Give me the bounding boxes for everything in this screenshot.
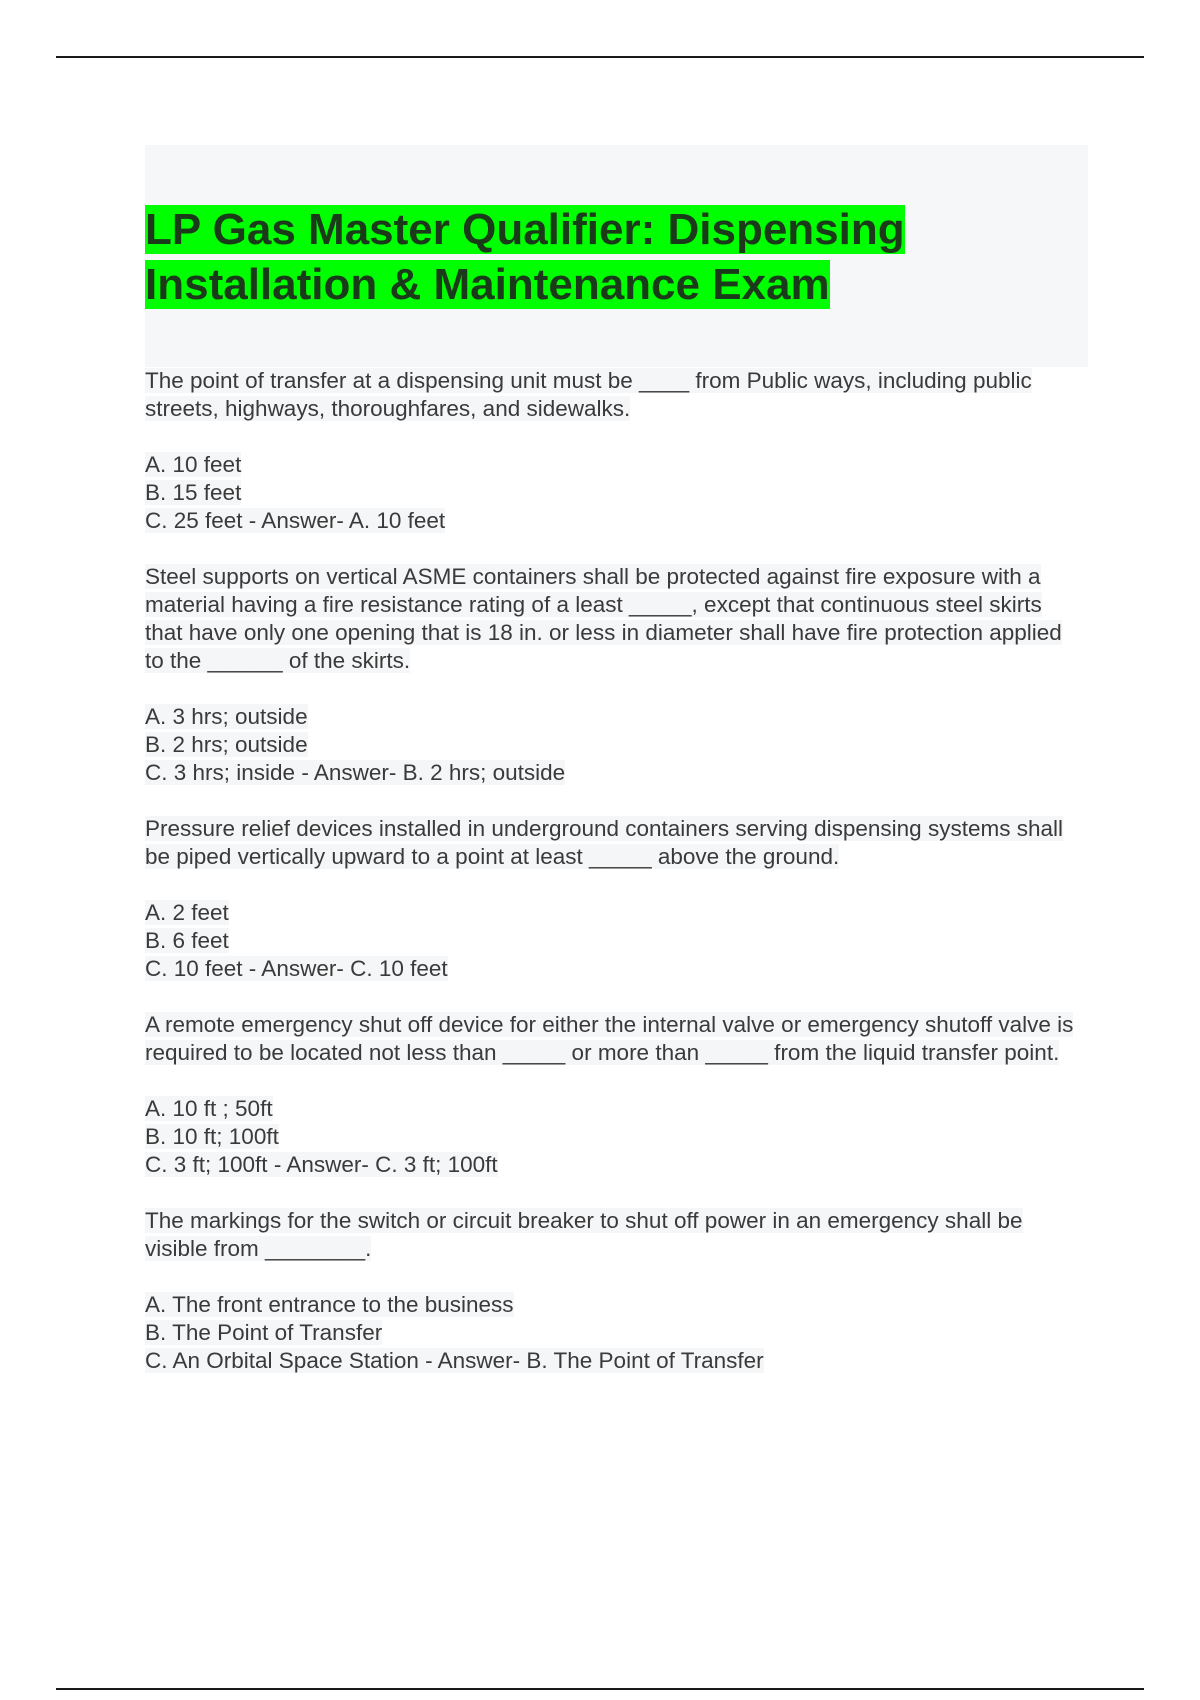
option-c-answer: C. An Orbital Space Station - Answer- B. The Point of Transfer — [145, 1348, 764, 1373]
option-b: B. The Point of Transfer — [145, 1320, 383, 1345]
option-c-answer: C. 25 feet - Answer- A. 10 feet — [145, 508, 446, 533]
question-text: Steel supports on vertical ASME containers shall be protected against fire exposure with a material having a fire resistance rating of a least _____, except that continuous steel skirts that have only one opening that is 18 in. or less in diameter shall have fire protection applied to the ______ of the skirts. — [145, 564, 1062, 673]
question-block-2 — [145, 563, 1085, 787]
option-a: A. 10 ft ; 50ft — [145, 1096, 273, 1121]
question-list — [145, 367, 1085, 1403]
top-rule — [56, 56, 1144, 58]
option-c-answer: C. 3 hrs; inside - Answer- B. 2 hrs; outside — [145, 760, 566, 785]
answer-options — [145, 451, 1085, 535]
question-text: A remote emergency shut off device for either the internal valve or emergency shutoff valve is required to be located not less than _____ or more than _____ from the liquid transfer point. — [145, 1012, 1074, 1065]
answer-options — [145, 899, 1085, 983]
option-b: B. 2 hrs; outside — [145, 732, 308, 757]
bottom-rule — [56, 1688, 1144, 1690]
option-a: A. 2 feet — [145, 900, 229, 925]
question-block-1 — [145, 367, 1085, 535]
question-text: Pressure relief devices installed in underground containers serving dispensing systems shall be piped vertically upward to a point at least _____ above the ground. — [145, 816, 1063, 869]
title-line-2: Installation & Maintenance Exam — [145, 260, 830, 309]
question-block-5 — [145, 1207, 1085, 1375]
option-b: B. 10 ft; 100ft — [145, 1124, 279, 1149]
answer-options — [145, 1095, 1085, 1179]
option-a: A. 3 hrs; outside — [145, 704, 308, 729]
page-title — [145, 202, 905, 312]
option-c-answer: C. 10 feet - Answer- C. 10 feet — [145, 956, 448, 981]
answer-options — [145, 1291, 1085, 1375]
question-block-3 — [145, 815, 1085, 983]
option-c-answer: C. 3 ft; 100ft - Answer- C. 3 ft; 100ft — [145, 1152, 498, 1177]
option-a: A. 10 feet — [145, 452, 242, 477]
question-block-4 — [145, 1011, 1085, 1179]
option-b: B. 15 feet — [145, 480, 242, 505]
question-text: The point of transfer at a dispensing unit must be ____ from Public ways, including public streets, highways, thoroughfares, and sidewalks. — [145, 368, 1032, 421]
question-text: The markings for the switch or circuit breaker to shut off power in an emergency shall be visible from ________. — [145, 1208, 1023, 1261]
option-b: B. 6 feet — [145, 928, 229, 953]
title-line-1: LP Gas Master Qualifier: Dispensing — [145, 205, 905, 254]
answer-options — [145, 703, 1085, 787]
option-a: A. The front entrance to the business — [145, 1292, 514, 1317]
